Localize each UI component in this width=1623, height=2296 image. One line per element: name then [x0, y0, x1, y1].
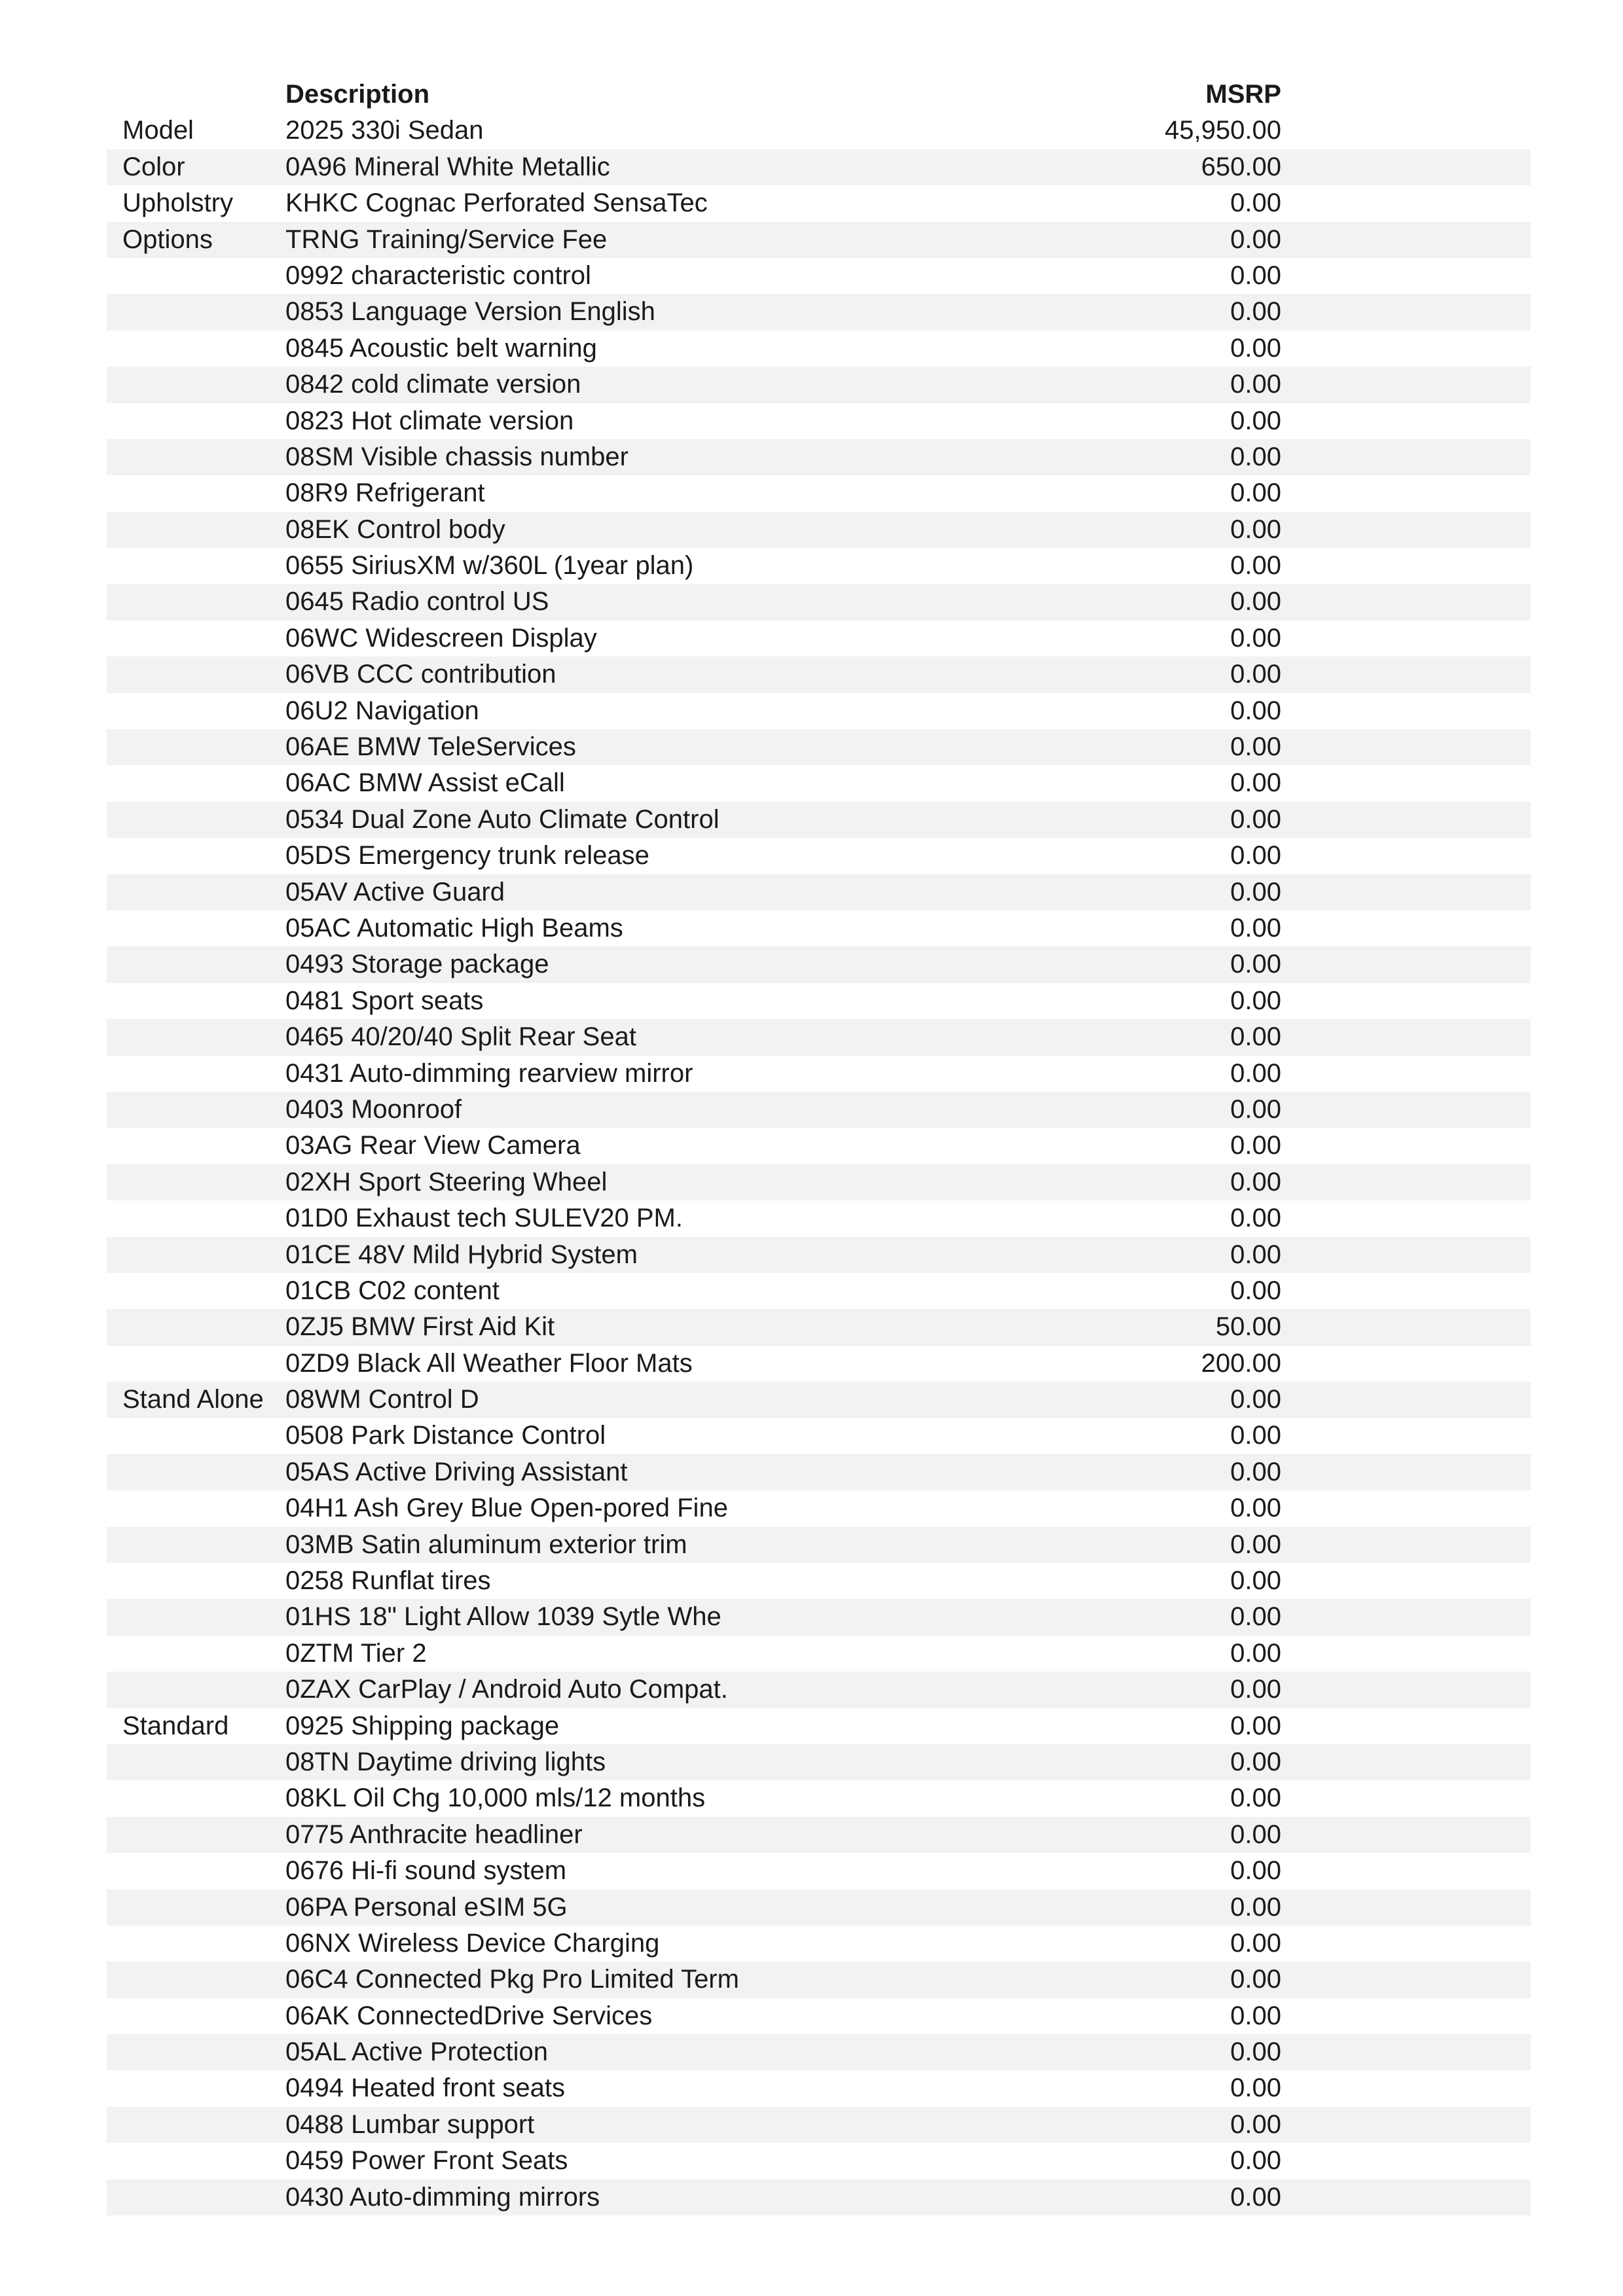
vehicle-options-table: [107, 77, 1531, 2215]
row-description: 06AE BMW TeleServices: [285, 732, 576, 762]
row-description: 05AL Active Protection: [285, 2037, 548, 2067]
row-category-label: Standard: [122, 1711, 229, 1740]
row-msrp: 0.00: [1230, 1856, 1281, 1886]
row-msrp: 0.00: [1230, 1421, 1281, 1450]
table-row: [107, 149, 1531, 185]
row-category-label: Options: [122, 224, 213, 254]
table-row: [107, 1563, 1531, 1599]
row-msrp: 0.00: [1230, 1566, 1281, 1596]
row-description: 01D0 Exhaust tech SULEV20 PM.: [285, 1204, 683, 1233]
row-msrp: 0.00: [1230, 514, 1281, 544]
row-msrp: 0.00: [1230, 1784, 1281, 1813]
row-description: 04H1 Ash Grey Blue Open-pored Fine: [285, 1494, 728, 1523]
row-msrp: 0.00: [1230, 1965, 1281, 1994]
description-column-header: Description: [285, 80, 430, 109]
row-description: 0645 Radio control US: [285, 587, 549, 617]
table-row: [107, 765, 1531, 801]
row-description: 0488 Lumbar support: [285, 2109, 535, 2139]
row-msrp: 0.00: [1230, 1457, 1281, 1486]
row-description: 01HS 18" Light Allow 1039 Sytle Whe: [285, 1602, 721, 1632]
row-description: 08EK Control body: [285, 514, 505, 544]
row-msrp: 0.00: [1230, 1747, 1281, 1776]
row-description: 0823 Hot climate version: [285, 406, 574, 435]
row-description: 2025 330i Sedan: [285, 116, 484, 145]
row-msrp: 0.00: [1230, 1711, 1281, 1740]
row-description: 08TN Daytime driving lights: [285, 1747, 606, 1776]
row-msrp: 0.00: [1230, 2073, 1281, 2103]
row-description: 06U2 Navigation: [285, 696, 479, 725]
row-msrp: 45,950.00: [1165, 116, 1281, 145]
row-description: 08WM Control D: [285, 1385, 479, 1414]
row-msrp: 0.00: [1230, 696, 1281, 725]
row-description: 06VB CCC contribution: [285, 660, 556, 689]
msrp-column-header: MSRP: [1205, 80, 1281, 109]
row-description: 0ZAX CarPlay / Android Auto Compat.: [285, 1675, 728, 1704]
row-description: 0775 Anthracite headliner: [285, 1820, 583, 1849]
row-description: 06PA Personal eSIM 5G: [285, 1892, 568, 1922]
table-row: [107, 1382, 1531, 1418]
row-msrp: 50.00: [1215, 1312, 1281, 1342]
row-msrp: 0.00: [1230, 2037, 1281, 2067]
table-row: [107, 367, 1531, 403]
row-msrp: 0.00: [1230, 587, 1281, 617]
table-row: [107, 874, 1531, 910]
table-row: [107, 512, 1531, 548]
row-description: 0431 Auto-dimming rearview mirror: [285, 1058, 693, 1088]
row-description: 0403 Moonroof: [285, 1094, 462, 1124]
table-row: [107, 910, 1531, 946]
row-description: KHKC Cognac Perforated SensaTec: [285, 188, 708, 218]
row-msrp: 0.00: [1230, 732, 1281, 762]
row-description: 06NX Wireless Device Charging: [285, 1928, 660, 1958]
row-msrp: 0.00: [1230, 1276, 1281, 1305]
row-msrp: 650.00: [1201, 152, 1281, 181]
row-msrp: 0.00: [1230, 260, 1281, 290]
row-description: 0676 Hi-fi sound system: [285, 1856, 567, 1886]
table-row: [107, 693, 1531, 729]
table-row: [107, 1998, 1531, 2034]
row-category-label: Color: [122, 152, 185, 181]
row-msrp: 0.00: [1230, 1892, 1281, 1922]
row-description: 0481 Sport seats: [285, 986, 484, 1015]
table-row: [107, 403, 1531, 439]
row-description: 0845 Acoustic belt warning: [285, 333, 597, 363]
row-description: 0494 Heated front seats: [285, 2073, 565, 2103]
table-row: [107, 475, 1531, 511]
table-row: [107, 439, 1531, 475]
row-msrp: 0.00: [1230, 370, 1281, 399]
row-msrp: 0.00: [1230, 986, 1281, 1015]
row-category-label: Model: [122, 116, 194, 145]
row-description: 0853 Language Version English: [285, 297, 655, 327]
table-row: [107, 838, 1531, 874]
row-msrp: 0.00: [1230, 1494, 1281, 1523]
row-msrp: 0.00: [1230, 1602, 1281, 1632]
row-msrp: 0.00: [1230, 406, 1281, 435]
table-row: [107, 1273, 1531, 1309]
table-row: [107, 1200, 1531, 1236]
row-msrp: 0.00: [1230, 841, 1281, 870]
row-description: 01CE 48V Mild Hybrid System: [285, 1240, 638, 1269]
row-description: 0493 Storage package: [285, 950, 549, 979]
row-msrp: 0.00: [1230, 1530, 1281, 1559]
row-description: 0ZTM Tier 2: [285, 1638, 427, 1668]
row-msrp: 0.00: [1230, 442, 1281, 471]
row-msrp: 0.00: [1230, 1094, 1281, 1124]
row-msrp: 0.00: [1230, 1131, 1281, 1160]
row-description: 0842 cold climate version: [285, 370, 581, 399]
row-msrp: 0.00: [1230, 950, 1281, 979]
row-msrp: 0.00: [1230, 1385, 1281, 1414]
table-row: [107, 1817, 1531, 1853]
row-msrp: 0.00: [1230, 2001, 1281, 2030]
row-category-label: Stand Alone: [122, 1385, 264, 1414]
table-row: [107, 1890, 1531, 1926]
table-row: [107, 1454, 1531, 1490]
table-row: [107, 1128, 1531, 1164]
table-row: [107, 1418, 1531, 1454]
row-category-label: Upholstry: [122, 188, 233, 218]
table-header: [107, 77, 1531, 113]
row-msrp: 0.00: [1230, 768, 1281, 798]
table-row: [107, 1527, 1531, 1563]
table-row: [107, 113, 1531, 149]
row-description: 03MB Satin aluminum exterior trim: [285, 1530, 687, 1559]
table-row: [107, 1309, 1531, 1345]
table-row: [107, 946, 1531, 982]
row-description: 02XH Sport Steering Wheel: [285, 1167, 608, 1196]
row-description: 06AK ConnectedDrive Services: [285, 2001, 653, 2030]
table-row: [107, 802, 1531, 838]
row-msrp: 0.00: [1230, 1928, 1281, 1958]
row-description: 06C4 Connected Pkg Pro Limited Term: [285, 1965, 739, 1994]
table-row: [107, 1237, 1531, 1273]
table-row: [107, 729, 1531, 765]
table-row: [107, 1164, 1531, 1200]
row-msrp: 0.00: [1230, 2146, 1281, 2176]
row-msrp: 0.00: [1230, 2182, 1281, 2212]
row-msrp: 0.00: [1230, 1820, 1281, 1849]
row-msrp: 0.00: [1230, 660, 1281, 689]
row-msrp: 0.00: [1230, 877, 1281, 906]
row-description: 05AV Active Guard: [285, 877, 505, 906]
table-row: [107, 1636, 1531, 1672]
row-description: 0925 Shipping package: [285, 1711, 560, 1740]
row-description: 0430 Auto-dimming mirrors: [285, 2182, 600, 2212]
row-msrp: 0.00: [1230, 1638, 1281, 1668]
row-msrp: 0.00: [1230, 297, 1281, 327]
table-row: [107, 1346, 1531, 1382]
row-msrp: 0.00: [1230, 551, 1281, 581]
row-description: 0508 Park Distance Control: [285, 1421, 606, 1450]
row-description: 05AS Active Driving Assistant: [285, 1457, 628, 1486]
row-msrp: 0.00: [1230, 804, 1281, 834]
row-msrp: 0.00: [1230, 1204, 1281, 1233]
table-row: [107, 222, 1531, 258]
row-description: 08SM Visible chassis number: [285, 442, 629, 471]
row-msrp: 0.00: [1230, 1167, 1281, 1196]
row-msrp: 0.00: [1230, 188, 1281, 218]
row-description: 0465 40/20/40 Split Rear Seat: [285, 1022, 636, 1052]
row-msrp: 0.00: [1230, 478, 1281, 508]
table-row: [107, 1599, 1531, 1635]
row-description: 08KL Oil Chg 10,000 mls/12 months: [285, 1784, 706, 1813]
row-description: 0ZD9 Black All Weather Floor Mats: [285, 1348, 693, 1378]
row-description: TRNG Training/Service Fee: [285, 224, 608, 254]
row-msrp: 0.00: [1230, 913, 1281, 942]
table-row: [107, 1780, 1531, 1816]
table-row: [107, 1708, 1531, 1744]
table-row: [107, 1962, 1531, 1998]
table-row: [107, 2034, 1531, 2070]
row-description: 06WC Widescreen Display: [285, 623, 597, 653]
row-description: 0ZJ5 BMW First Aid Kit: [285, 1312, 555, 1342]
row-msrp: 0.00: [1230, 1058, 1281, 1088]
row-description: 05AC Automatic High Beams: [285, 913, 623, 942]
table-row: [107, 548, 1531, 584]
row-msrp: 0.00: [1230, 1022, 1281, 1052]
table-row: [107, 1490, 1531, 1526]
row-description: 06AC BMW Assist eCall: [285, 768, 565, 798]
table-row: [107, 1672, 1531, 1708]
row-description: 05DS Emergency trunk release: [285, 841, 649, 870]
table-row: [107, 1092, 1531, 1128]
table-row: [107, 258, 1531, 294]
row-description: 03AG Rear View Camera: [285, 1131, 581, 1160]
row-msrp: 0.00: [1230, 224, 1281, 254]
table-body: [107, 113, 1531, 2215]
row-description: 01CB C02 content: [285, 1276, 500, 1305]
table-row: [107, 2070, 1531, 2106]
table-row: [107, 2179, 1531, 2215]
table-row: [107, 1926, 1531, 1962]
row-msrp: 0.00: [1230, 1240, 1281, 1269]
table-row: [107, 185, 1531, 221]
row-description: 0992 characteristic control: [285, 260, 591, 290]
row-description: 0534 Dual Zone Auto Climate Control: [285, 804, 720, 834]
row-description: 0655 SiriusXM w/360L (1year plan): [285, 551, 694, 581]
row-msrp: 200.00: [1201, 1348, 1281, 1378]
row-msrp: 0.00: [1230, 1675, 1281, 1704]
table-row: [107, 294, 1531, 330]
table-row: [107, 2107, 1531, 2143]
table-row: [107, 983, 1531, 1019]
row-msrp: 0.00: [1230, 623, 1281, 653]
table-row: [107, 2143, 1531, 2179]
table-row: [107, 331, 1531, 367]
table-row: [107, 1744, 1531, 1780]
table-row: [107, 1019, 1531, 1055]
table-row: [107, 1056, 1531, 1092]
row-msrp: 0.00: [1230, 333, 1281, 363]
row-description: 0459 Power Front Seats: [285, 2146, 568, 2176]
row-description: 08R9 Refrigerant: [285, 478, 485, 508]
table-row: [107, 620, 1531, 656]
table-row: [107, 656, 1531, 692]
row-description: 0258 Runflat tires: [285, 1566, 491, 1596]
row-description: 0A96 Mineral White Metallic: [285, 152, 610, 181]
table-row: [107, 584, 1531, 620]
table-row: [107, 1853, 1531, 1889]
row-msrp: 0.00: [1230, 2109, 1281, 2139]
